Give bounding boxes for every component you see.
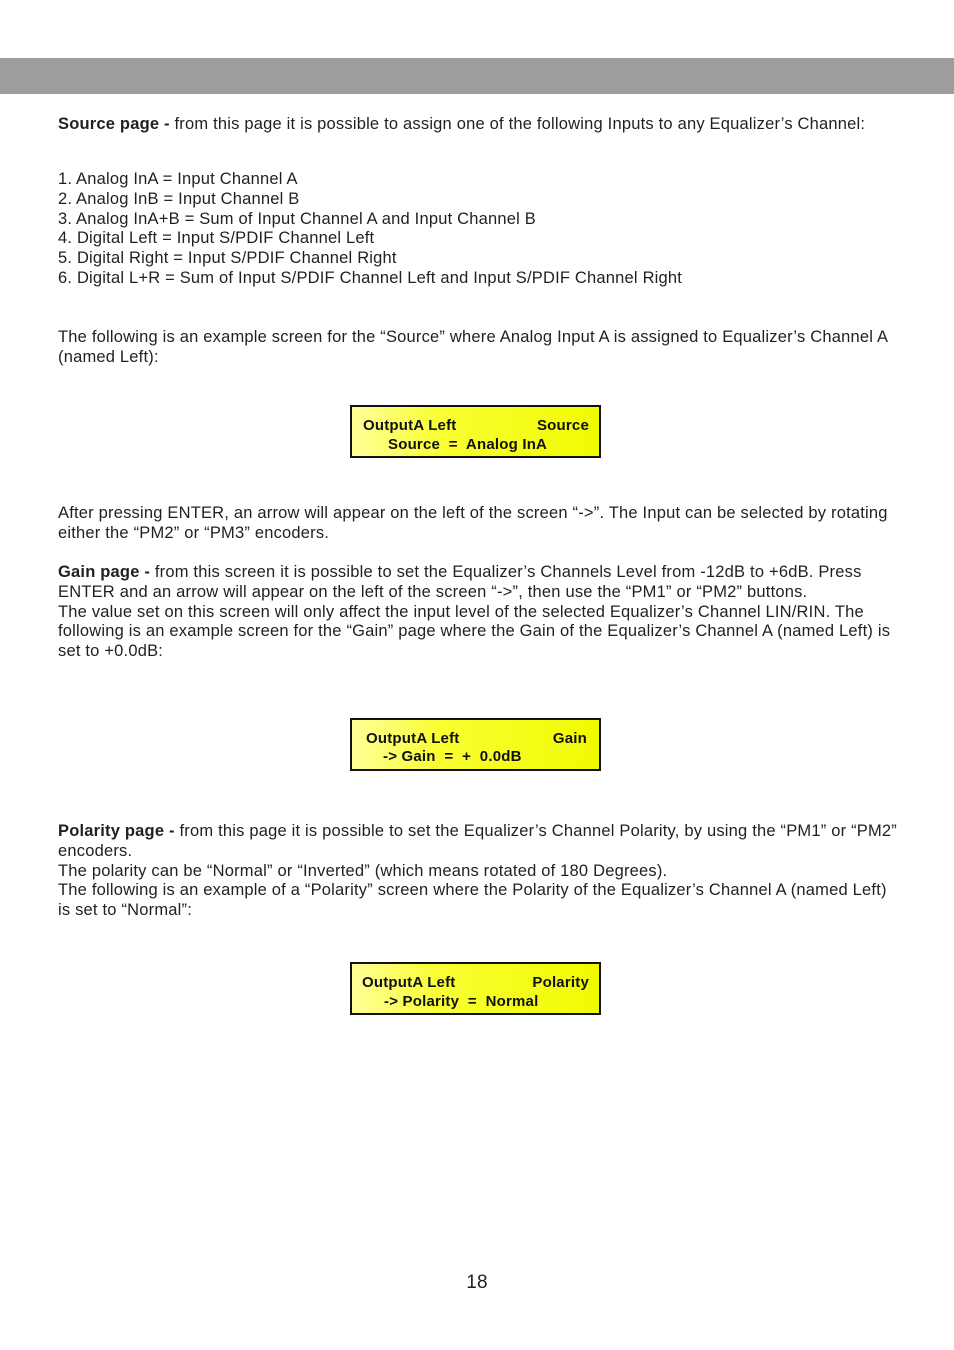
list-item: 5. Digital Right = Input S/PDIF Channel Right (58, 249, 397, 268)
list-item: 4. Digital Left = Input S/PDIF Channel Left (58, 229, 375, 248)
lcd-line1-left: OutputA Left (363, 417, 457, 434)
polarity-options: The polarity can be “Normal” or “Inverted” (which means rotated of 180 Degrees). (58, 861, 668, 880)
gain-heading: Gain page - (58, 563, 151, 581)
lcd-gain-screen (350, 718, 601, 771)
polarity-intro: Polarity page - from this page it is possible to set the Equalizer’s Channel Polarity, by using the “PM1” or “PM2” encoders. (58, 822, 897, 860)
source-section (58, 115, 898, 135)
source-input-list (58, 170, 898, 289)
polarity-heading: Polarity page - (58, 822, 175, 840)
gain-section (58, 563, 898, 662)
lcd-line2: -> Gain = + 0.0dB (383, 748, 522, 765)
after-enter-text: After pressing ENTER, an arrow will appear on the left of the screen “->”. The Input can be selected by rotating either the “PM2” or “PM3” encoders. (58, 504, 888, 542)
list-item: 2. Analog InB = Input Channel B (58, 189, 300, 208)
gain-intro: Gain page - from this screen it is possible to set the Equalizer’s Channels Level from -12dB to +6dB. Press ENTER and an arrow will appear on the left of the screen “->”, then use the “PM1” or “PM2” buttons. (58, 563, 862, 601)
header-bar (0, 58, 954, 94)
list-item: 3. Analog InA+B = Sum of Input Channel A and Input Channel B (58, 209, 537, 228)
polarity-example: The following is an example of a “Polarity” screen where the Polarity of the Equalizer’s Channel A (named Left) is set to “Normal”: (58, 881, 887, 920)
list-item: 6. Digital L+R = Sum of Input S/PDIF Channel Left and Input S/PDIF Channel Right (58, 268, 683, 287)
gain-note: The value set on this screen will only affect the input level of the selected Equalizer’s Channel LIN/RIN. The following is an example screen for the “Gain” page where the Gain of the Equalizer’s Channel A (named Left) is set to +0.0dB: (58, 602, 891, 661)
lcd-line1-right: Source (536, 417, 589, 434)
lcd-polarity-screen (350, 962, 601, 1015)
source-intro: Source page - from this page it is possible to assign one of the following Inputs to any Equalizer’s Channel: (58, 115, 866, 133)
lcd-line1-left: OutputA Left (362, 974, 456, 991)
list-item: 1. Analog InA = Input Channel A (58, 170, 298, 188)
lcd-line2: -> Polarity = Normal (384, 993, 539, 1010)
lcd-line2: Source = Analog InA (388, 436, 548, 453)
source-heading: Source page - (58, 115, 170, 133)
lcd-line1-left: OutputA Left (366, 730, 460, 747)
lcd-line1-right: Polarity (532, 974, 589, 991)
lcd-line1-right: Gain (552, 730, 587, 747)
source-example-text: The following is an example screen for the “Source” where Analog Input A is assigned to Equalizer’s Channel A (named Left): (58, 328, 888, 366)
lcd-source-screen (350, 405, 601, 458)
page-number: 18 (466, 1272, 488, 1293)
polarity-section (58, 822, 898, 921)
